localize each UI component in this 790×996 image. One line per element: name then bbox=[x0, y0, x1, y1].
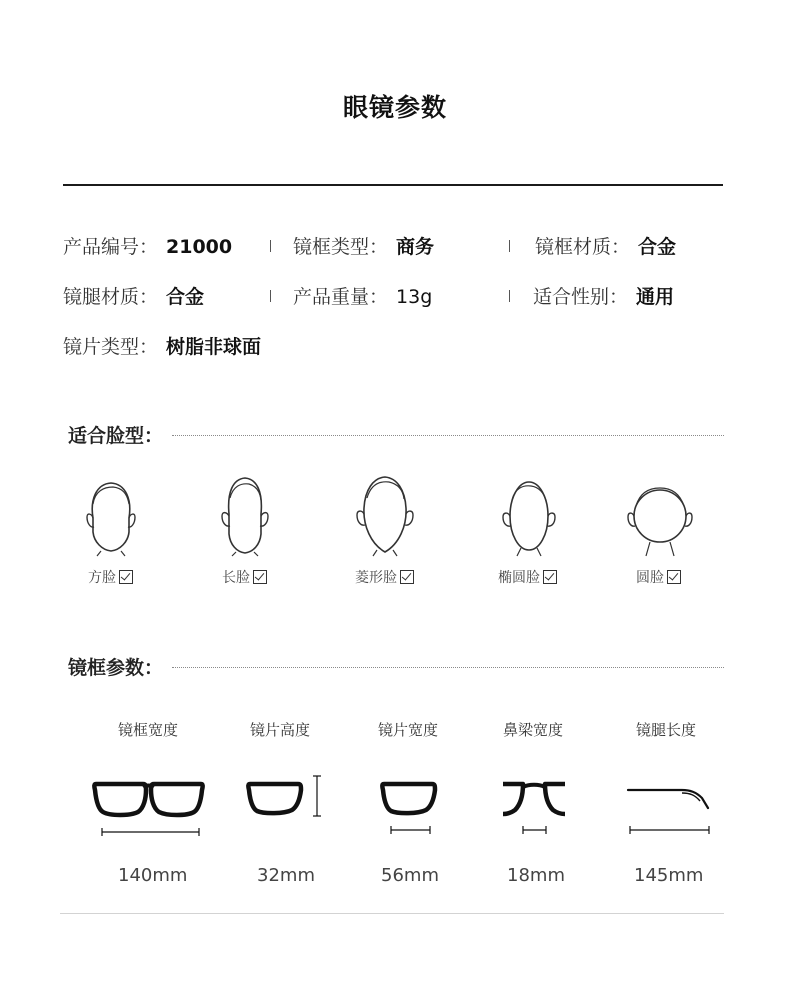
spec-label: 适合性别： bbox=[533, 286, 629, 308]
param-label-lens-width: 镜片宽度 bbox=[378, 721, 439, 739]
spec-separator bbox=[509, 240, 510, 252]
spec-label: 镜片类型： bbox=[63, 336, 159, 358]
param-value-lens-width: 56mm bbox=[381, 865, 439, 886]
spec-value: 21000 bbox=[166, 236, 233, 258]
spec-product-no bbox=[63, 232, 232, 259]
param-value-lens-height: 32mm bbox=[257, 865, 315, 886]
param-value-frame-width: 140mm bbox=[118, 865, 188, 886]
spec-value: 通用 bbox=[636, 286, 675, 308]
page-title: 眼镜参数 bbox=[342, 93, 447, 122]
spec-value: 13g bbox=[396, 286, 433, 308]
spec-frame-material bbox=[535, 232, 676, 259]
spec-lens-type bbox=[63, 332, 261, 359]
spec-separator bbox=[509, 290, 510, 302]
dotted-leader bbox=[172, 435, 724, 436]
spec-value: 树脂非球面 bbox=[166, 336, 262, 358]
spec-label: 镜框类型： bbox=[293, 236, 389, 258]
lens-height-diagram-icon bbox=[244, 772, 324, 822]
check-icon bbox=[119, 570, 133, 584]
check-icon bbox=[667, 570, 681, 584]
spec-frame-type bbox=[293, 232, 434, 259]
face-caption-long: 长脸 bbox=[222, 567, 267, 587]
dotted-leader bbox=[172, 667, 724, 668]
param-label-lens-height: 镜片高度 bbox=[250, 721, 311, 739]
round-face-icon bbox=[620, 474, 700, 556]
spec-value: 合金 bbox=[166, 286, 205, 308]
spec-temple-material bbox=[63, 282, 204, 309]
param-value-temple-length: 145mm bbox=[634, 865, 704, 886]
check-icon bbox=[253, 570, 267, 584]
face-caption-round: 圆脸 bbox=[636, 567, 681, 587]
title-divider bbox=[63, 184, 723, 186]
face-caption-square: 方脸 bbox=[88, 567, 133, 587]
spec-value: 商务 bbox=[396, 236, 435, 258]
spec-gender bbox=[533, 282, 674, 309]
bridge-width-diagram-icon bbox=[503, 778, 569, 838]
long-face-icon bbox=[205, 474, 285, 556]
spec-label: 镜腿材质： bbox=[63, 286, 159, 308]
spec-separator bbox=[270, 240, 271, 252]
spec-value: 合金 bbox=[638, 236, 677, 258]
bottom-divider bbox=[60, 913, 724, 914]
face-caption-oval: 椭圆脸 bbox=[498, 567, 557, 587]
lens-width-diagram-icon bbox=[378, 778, 444, 838]
param-label-bridge-width: 鼻梁宽度 bbox=[503, 721, 564, 739]
temple-length-diagram-icon bbox=[626, 782, 716, 838]
spec-label: 产品重量： bbox=[293, 286, 389, 308]
check-icon bbox=[400, 570, 414, 584]
check-icon bbox=[543, 570, 557, 584]
square-face-icon bbox=[71, 474, 151, 556]
oval-face-icon bbox=[489, 474, 569, 556]
spec-label: 镜框材质： bbox=[535, 236, 631, 258]
param-label-temple-length: 镜腿长度 bbox=[636, 721, 697, 739]
spec-separator bbox=[270, 290, 271, 302]
spec-label: 产品编号： bbox=[63, 236, 159, 258]
diamond-face-icon bbox=[345, 474, 425, 556]
frame-section-heading: 镜框参数： bbox=[68, 657, 164, 679]
param-value-bridge-width: 18mm bbox=[507, 865, 565, 886]
spec-weight bbox=[293, 282, 432, 309]
param-label-frame-width: 镜框宽度 bbox=[118, 721, 179, 739]
face-section-heading: 适合脸型： bbox=[68, 425, 164, 447]
frame-width-diagram-icon bbox=[90, 776, 210, 838]
face-caption-diamond: 菱形脸 bbox=[355, 567, 414, 587]
